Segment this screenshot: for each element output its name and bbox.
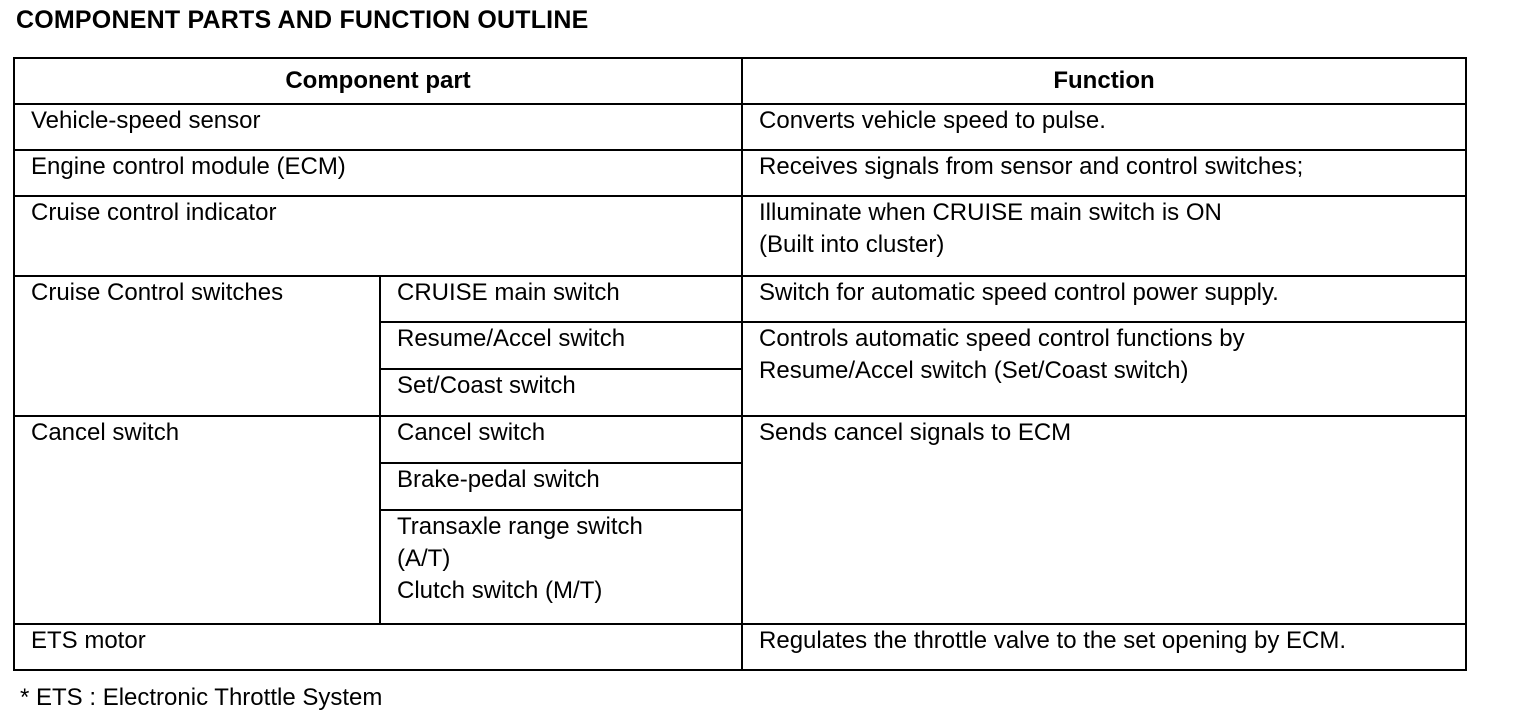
table-row: [14, 150, 1466, 196]
table-row: [14, 276, 1466, 322]
component-vehicle-speed-sensor: Vehicle-speed sensor: [14, 104, 742, 150]
table-row: [14, 196, 1466, 276]
component-cruise-main-switch: CRUISE main switch: [380, 276, 742, 322]
header-component-part: Component part: [14, 58, 742, 104]
function-resume-set-line1: Controls automatic speed control functions by: [759, 325, 1245, 352]
component-ets-motor: ETS motor: [14, 624, 742, 670]
function-resume-set-line2: Resume/Accel switch (Set/Coast switch): [759, 357, 1189, 384]
component-transaxle-clutch-switch: [380, 510, 742, 624]
table-header-row: [14, 58, 1466, 104]
function-ets-motor: Regulates the throttle valve to the set opening by ECM.: [742, 624, 1466, 670]
function-cruise-indicator-line1: Illuminate when CRUISE main switch is ON: [759, 199, 1222, 226]
function-cruise-main-switch: Switch for automatic speed control power supply.: [742, 276, 1466, 322]
header-function: Function: [742, 58, 1466, 104]
function-vehicle-speed-sensor: Converts vehicle speed to pulse.: [742, 104, 1466, 150]
component-cruise-indicator: Cruise control indicator: [14, 196, 742, 276]
table-row: [14, 624, 1466, 670]
component-cancel-switch-group: Cancel switch: [14, 416, 380, 624]
component-transaxle-line2: (A/T): [397, 545, 451, 572]
component-clutch-switch: Clutch switch (M/T): [397, 577, 603, 604]
component-cancel-switch: Cancel switch: [380, 416, 742, 463]
function-cruise-indicator: [742, 196, 1466, 276]
table-row: [14, 416, 1466, 463]
component-ecm: Engine control module (ECM): [14, 150, 742, 196]
function-resume-set-switches: [742, 322, 1466, 416]
function-cancel-switches: Sends cancel signals to ECM: [742, 416, 1466, 624]
footnote: * ETS : Electronic Throttle System: [20, 684, 383, 711]
component-function-table: [13, 57, 1467, 671]
component-transaxle-line1: Transaxle range switch: [397, 513, 643, 540]
table-row: [14, 104, 1466, 150]
page-title: COMPONENT PARTS AND FUNCTION OUTLINE: [16, 6, 589, 34]
function-ecm: Receives signals from sensor and control switches;: [742, 150, 1466, 196]
function-cruise-indicator-line2: (Built into cluster): [759, 231, 945, 258]
component-cruise-control-switches: Cruise Control switches: [14, 276, 380, 416]
component-brake-pedal-switch: Brake-pedal switch: [380, 463, 742, 510]
component-set-coast-switch: Set/Coast switch: [380, 369, 742, 416]
component-resume-accel-switch: Resume/Accel switch: [380, 322, 742, 369]
